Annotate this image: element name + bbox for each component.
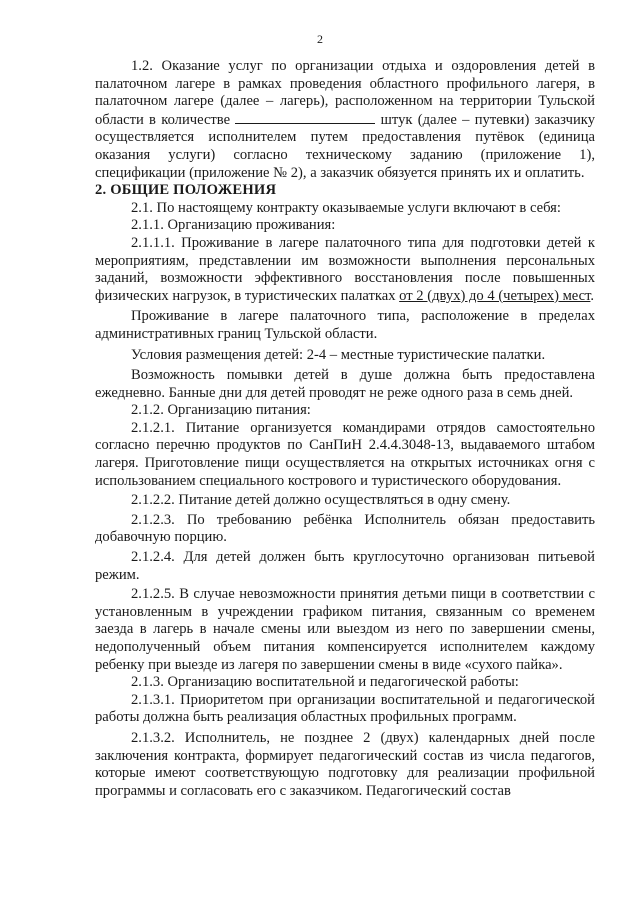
paragraph-2-1-1: 2.1.1. Организацию проживания:: [131, 217, 336, 234]
section-2-title: 2. ОБЩИЕ ПОЛОЖЕНИЯ: [95, 182, 277, 199]
paragraph-2-1: 2.1. По настоящему контракту оказываемые услуги включают в себя:: [131, 199, 561, 216]
paragraph-2-1-2-1: 2.1.2.1. Питание организуется командирами отрядов самостоятельно согласно перечню продуктов по СанПиН 2.4.4.3048-13, выдаваемого штабом лагеря. Приготовление пищи осуществляется на открытых источниках огня с использованием специального кострового и туристического оборудования.: [95, 419, 595, 489]
paragraph-1-2: [95, 58, 595, 182]
quantity-blank-line: [235, 111, 375, 124]
paragraph-2-1-2: 2.1.2. Организацию питания:: [131, 402, 311, 419]
document-body: [95, 58, 595, 800]
paragraph-2-1-2-2: 2.1.2.2. Питание детей должно осуществляться в одну смену.: [131, 492, 511, 509]
paragraph-location: Проживание в лагере палаточного типа, расположение в пределах административных границ Тульской области.: [95, 308, 595, 342]
paragraph-2-1-2-5: 2.1.2.5. В случае невозможности принятия детьми пищи в соответствии с установленным в учреждении графиком питания, связанным со временем заезда в лагерь в начале смены или выездом из него по завершении смены, недополученный объем питания компенсируется исполнителем каждому ребенку при выезде из лагеря по завершении смены в виде «сухого пайка».: [95, 586, 595, 673]
paragraph-conditions: Условия размещения детей: 2-4 – местные туристические палатки.: [131, 346, 546, 363]
paragraph-shower: Возможность помывки детей в душе должна быть предоставлена ежедневно. Банные дни для детей проводят не реже одного раза в семь дней.: [95, 367, 595, 401]
page-number: 2: [317, 32, 323, 46]
paragraph-2-1-3-2: 2.1.3.2. Исполнитель, не позднее 2 (двух) календарных дней после заключения контракта, формирует педагогический состав из числа педагогов, которые имеют соответствующую подготовку для реализации профильной программы и согласовать его с заказчиком. Педагогический состав: [95, 729, 595, 799]
paragraph-2-1-1-1: [95, 235, 595, 305]
paragraph-2-1-1-1-end: .: [590, 287, 595, 304]
paragraph-1-2-text-end: штук (далее – путевки) заказчику осуществляется исполнителем путем предоставления путёвок (единица оказания услуги) согласно техническому заданию (приложение 1), спецификации (приложение № 2), а заказчик обязуется принять их и оплатить.: [95, 111, 595, 181]
paragraph-2-1-3: 2.1.3. Организацию воспитательной и педагогической работы:: [131, 674, 519, 691]
paragraph-2-1-3-1: 2.1.3.1. Приоритетом при организации воспитательной и педагогической работы должна быть реализация областных профильных программ.: [95, 691, 595, 726]
paragraph-2-1-2-4: 2.1.2.4. Для детей должен быть круглосуточно организован питьевой режим.: [95, 549, 595, 583]
paragraph-2-1-2-3: 2.1.2.3. По требованию ребёнка Исполнитель обязан предоставить добавочную порцию.: [95, 511, 595, 546]
paragraph-2-1-1-1-text: 2.1.1.1. Проживание в лагере палаточного типа для подготовки детей к мероприятиям, представлении им возможности выполнения персональных заданий, возможности эффективного восстановления после повышенных физических нагрузок, в туристических палатках: [95, 234, 595, 304]
tent-capacity-underlined: от 2 (двух) до 4 (четырех) мест: [399, 287, 591, 304]
paragraph-1-2-text-start: 1.2. Оказание услуг по организации отдыха и оздоровления детей в палаточном лагере в рамках проведения областного профильного лагеря, в палаточном лагере (далее – лагерь), расположенном на территории Тульской области в количестве: [95, 58, 595, 128]
